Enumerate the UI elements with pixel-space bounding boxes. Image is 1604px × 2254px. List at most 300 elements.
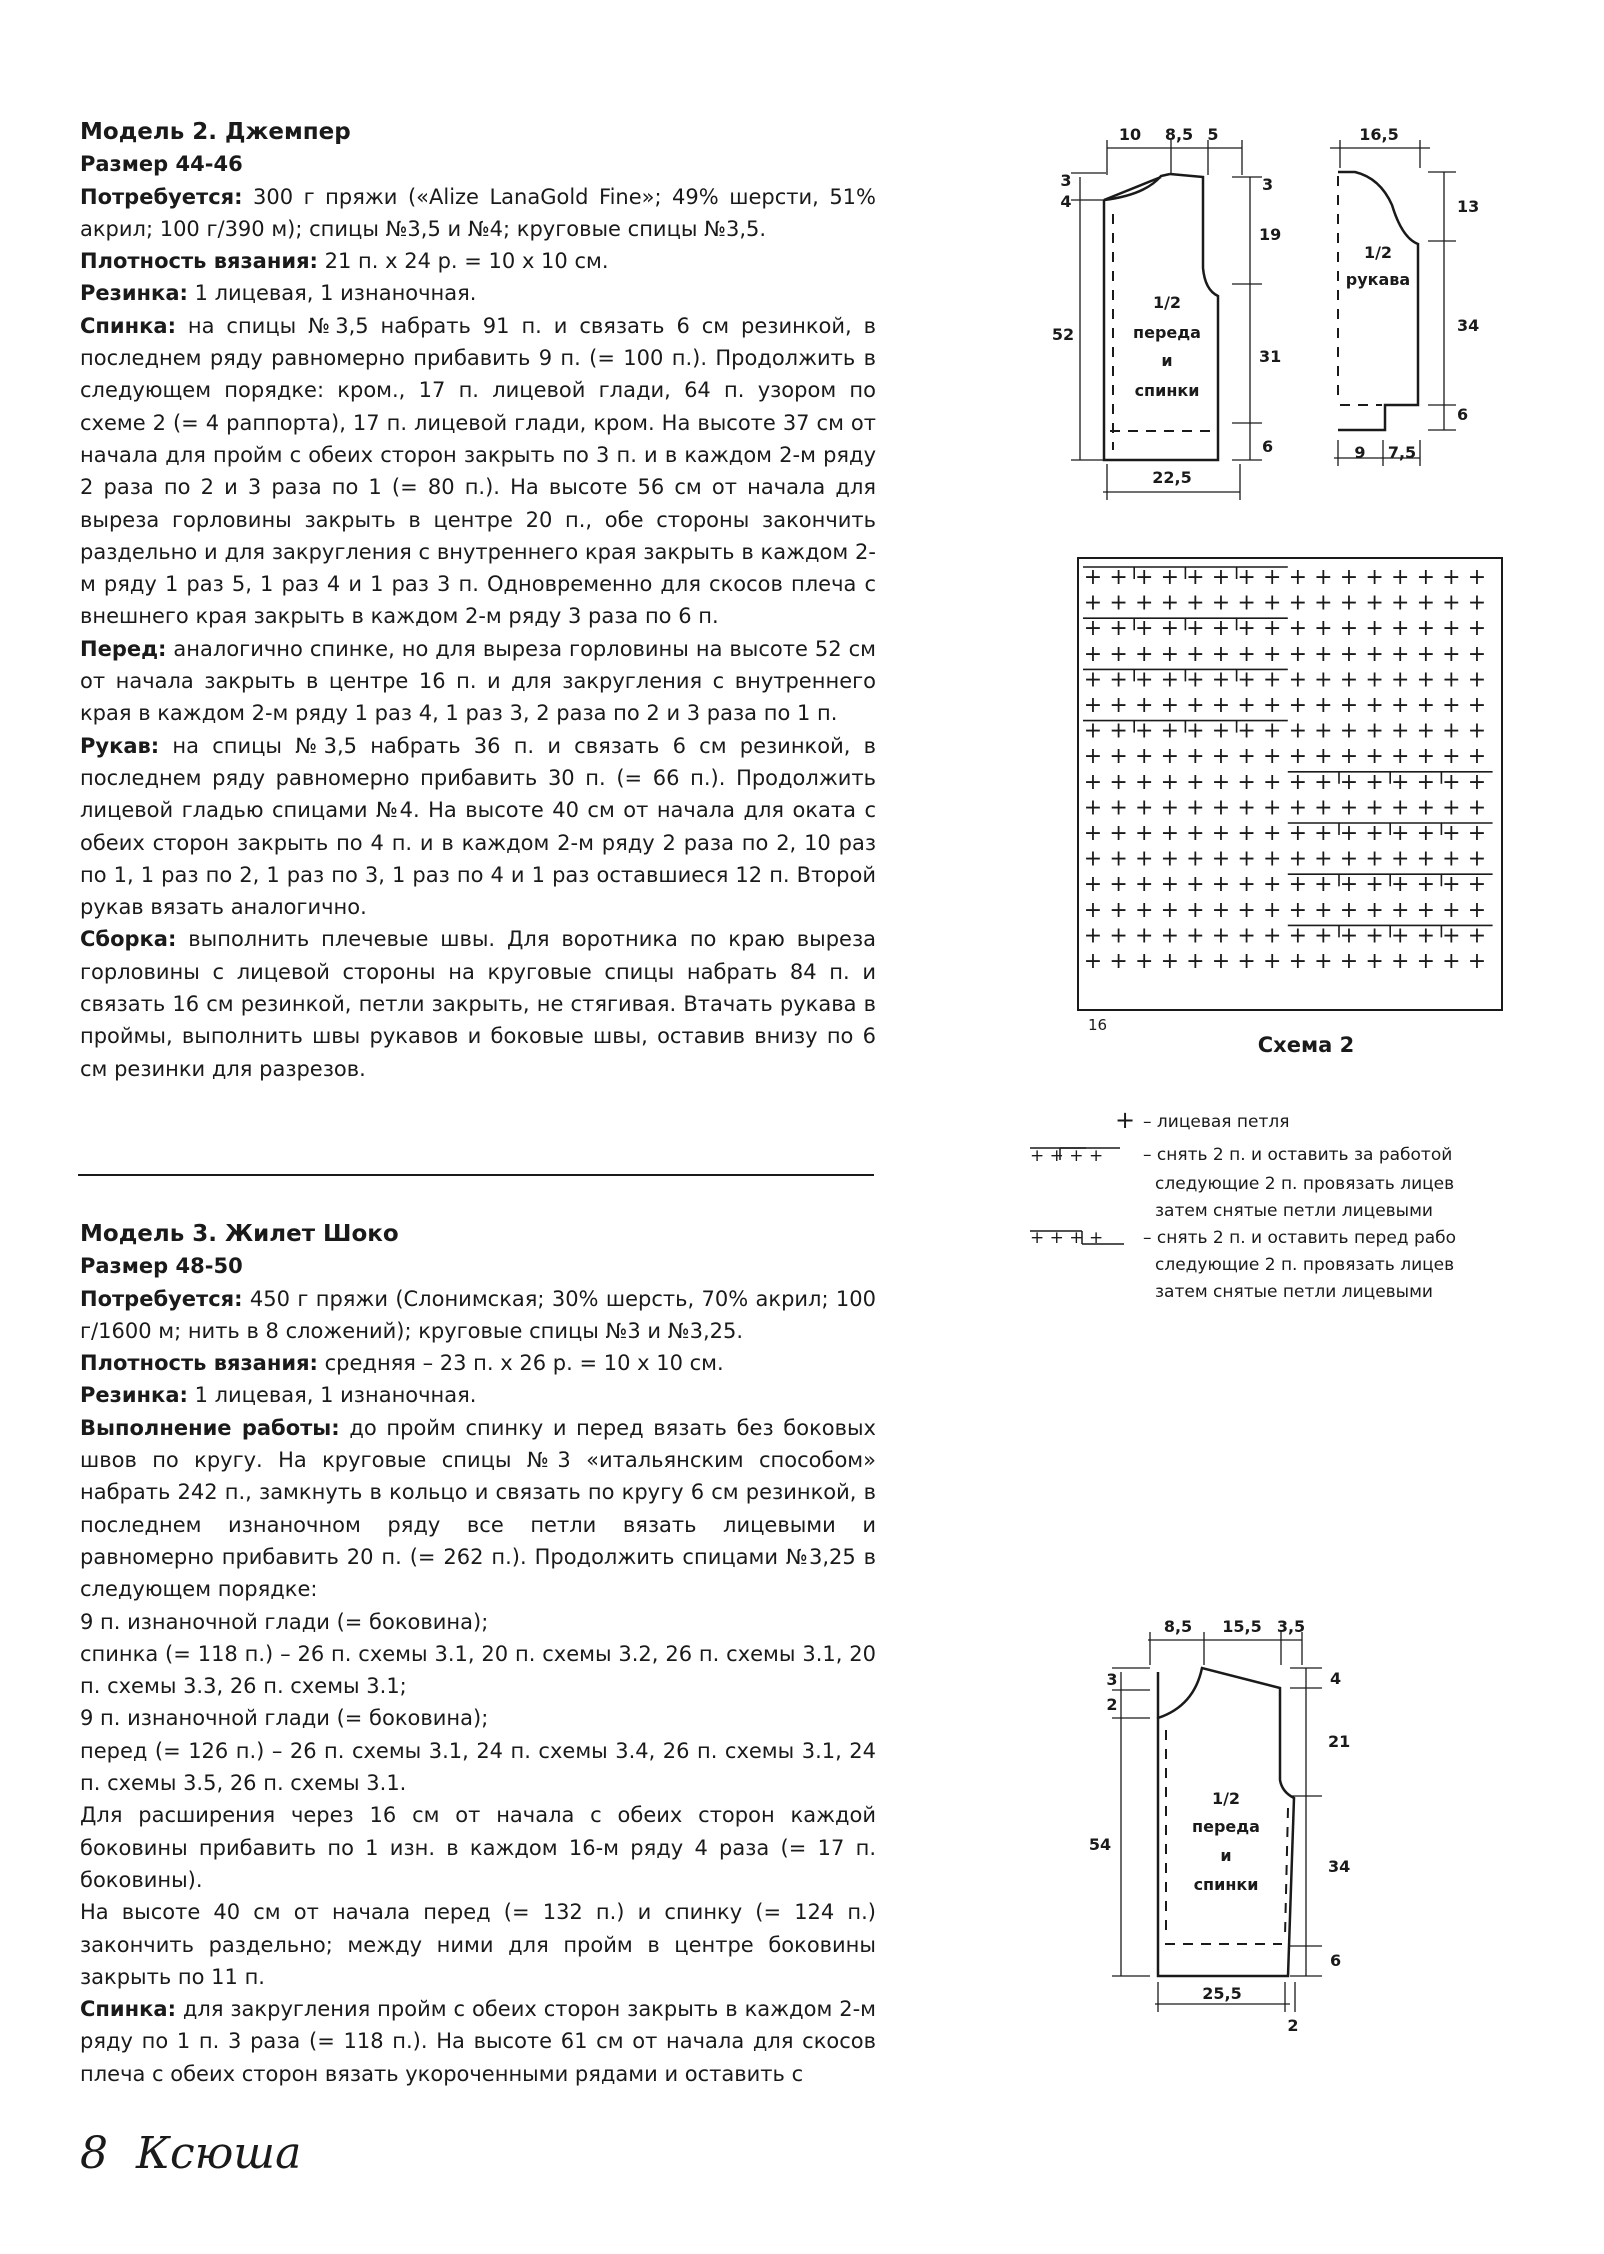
sleeve-dim-13: 13	[1457, 197, 1480, 216]
chart-stitch: +	[1365, 821, 1384, 846]
chart-stitch: +	[1134, 718, 1154, 744]
chart-stitch: +	[1083, 923, 1103, 949]
model3-size: Размер 48-50	[80, 1254, 243, 1279]
chart-stitch: +	[1390, 667, 1410, 693]
chart-stitch: +	[1186, 744, 1205, 770]
legend-line-3c: затем снятые петли лицевыми	[1155, 1282, 1433, 1302]
model3-density: Плотность вязания: средняя – 23 п. х 26 р. = 10 х 10 см.	[80, 1351, 724, 1376]
chart-stitch: +	[1467, 821, 1487, 846]
chart-stitch: +	[1365, 949, 1384, 974]
chart-stitch: +	[1262, 923, 1282, 949]
chart-stitch: +	[1365, 565, 1384, 590]
vest-dim-top-2: 15,5	[1222, 1617, 1262, 1636]
chart-stitch: +	[1365, 590, 1384, 616]
chart-stitch: +	[1262, 590, 1282, 616]
chart-stitch: +	[1365, 872, 1384, 898]
chart-stitch: +	[1339, 565, 1359, 590]
model3-widen: Для расширения через 16 см от начала с обеих сторон каждой боковины прибавить по 1 изн. в каждом 16-м ряду 4 раза (= 17 п. боковины).	[80, 1803, 876, 1892]
model3-back: Спинка: для закругления пройм с обеих сторон закрыть в каждом 2-м ряду по 1 п. 3 раза (= 118 п.). На высоте 61 см от начала для скосов плеча с обеих сторон вязать укороченными рядами и оставить с	[80, 1997, 876, 2086]
chart-stitch: +	[1262, 565, 1282, 590]
chart-stitch: +	[1134, 590, 1154, 616]
legend-line-1: – лицевая петля	[1143, 1112, 1290, 1132]
sleeve-dim-6: 6	[1457, 405, 1469, 424]
chart-stitch: +	[1262, 795, 1282, 821]
model3-height: На высоте 40 см от начала перед (= 132 п.) и спинку (= 124 п.) закончить раздельно; между ними для пройм в центре боковины закрыть по 11 п.	[80, 1900, 876, 1989]
chart-stitch: +	[1390, 821, 1410, 846]
chart-stitch: +	[1109, 616, 1128, 642]
chart-stitch: +	[1160, 923, 1180, 949]
sleeve-label: рукава	[1345, 270, 1411, 289]
chart-stitch: +	[1416, 641, 1436, 667]
legend-line-2b: следующие 2 п. провязать лицев	[1155, 1174, 1455, 1194]
chart-stitch: +	[1314, 667, 1333, 693]
chart-stitch: +	[1339, 590, 1359, 616]
chart-stitch: +	[1288, 565, 1308, 590]
chart-stitch: +	[1288, 923, 1308, 949]
chart-stitch: +	[1442, 590, 1461, 616]
legend-line-3a: – снять 2 п. и оставить перед рабо	[1143, 1228, 1457, 1248]
chart-stitch: +	[1237, 590, 1256, 616]
chart-stitch: +	[1314, 923, 1333, 949]
chart-stitch: +	[1288, 641, 1308, 667]
vest-dim-right-6: 6	[1330, 1951, 1342, 1970]
vest-label-and: и	[1220, 1846, 1232, 1865]
chart-stitch: +	[1416, 667, 1436, 693]
chart-stitch: +	[1186, 795, 1205, 821]
chart-stitch: +	[1365, 744, 1384, 770]
chart-stitch: +	[1339, 795, 1359, 821]
chart-stitch: +	[1211, 897, 1231, 923]
chart-stitch: +	[1416, 897, 1436, 923]
legend-plus-symbol: +	[1115, 1106, 1136, 1134]
vest-label-back: спинки	[1193, 1875, 1259, 1894]
chart-stitch: +	[1390, 872, 1410, 898]
chart-stitch: +	[1262, 872, 1282, 898]
chart-caption: Схема 2	[1257, 1033, 1355, 1057]
chart-stitch: +	[1083, 769, 1103, 795]
chart-stitch: +	[1467, 872, 1487, 898]
chart-stitch: +	[1314, 769, 1333, 795]
chart-stitch: +	[1442, 693, 1461, 718]
model3-order-1: 9 п. изнаночной глади (= боковина);	[80, 1609, 489, 1634]
chart-stitch: +	[1365, 616, 1384, 642]
chart-stitch: +	[1109, 718, 1128, 744]
chart-stitch: +	[1442, 821, 1461, 846]
chart-stitch: +	[1211, 846, 1231, 872]
chart-stitch: +	[1339, 616, 1359, 642]
chart-stitch: +	[1237, 795, 1256, 821]
chart-stitch: +	[1211, 718, 1231, 744]
chart-stitch: +	[1416, 769, 1436, 795]
chart-stitch: +	[1109, 667, 1128, 693]
chart-stitch: +	[1262, 744, 1282, 770]
chart-stitch: +	[1134, 641, 1154, 667]
vest-dim-top-1: 8,5	[1163, 1617, 1193, 1636]
chart-stitch: +	[1134, 667, 1154, 693]
chart-stitch: +	[1211, 590, 1231, 616]
dim-left-52: 52	[1051, 325, 1075, 344]
chart-stitch: +	[1467, 795, 1487, 821]
chart-stitch: +	[1416, 949, 1436, 974]
chart-stitch: +	[1288, 590, 1308, 616]
chart-stitch: +	[1339, 718, 1359, 744]
chart-stitch: +	[1390, 641, 1410, 667]
chart-stitch: +	[1211, 769, 1231, 795]
chart-stitch: +	[1083, 641, 1103, 667]
chart-stitch: +	[1134, 565, 1154, 590]
chart-stitch: +	[1442, 667, 1461, 693]
chart-stitch: +	[1467, 846, 1487, 872]
chart-stitch: +	[1314, 821, 1333, 846]
chart-stitch: +	[1467, 565, 1487, 590]
stitch-chart	[1078, 558, 1502, 1057]
chart-stitch: +	[1237, 693, 1256, 718]
model2-title: Модель 2. Джемпер	[80, 119, 351, 145]
chart-stitch: +	[1262, 718, 1282, 744]
chart-stitch: +	[1262, 641, 1282, 667]
chart-stitch: +	[1365, 846, 1384, 872]
chart-stitch: +	[1160, 795, 1180, 821]
chart-stitch: +	[1160, 897, 1180, 923]
pattern-vest-labels	[1089, 1617, 1350, 2035]
chart-stitch: +	[1211, 744, 1231, 770]
chart-stitch: +	[1416, 846, 1436, 872]
chart-stitch: +	[1314, 795, 1333, 821]
chart-stitch: +	[1390, 949, 1410, 974]
chart-stitch: +	[1442, 846, 1461, 872]
chart-stitch: +	[1390, 846, 1410, 872]
chart-stitch: +	[1109, 590, 1128, 616]
model2-requirements: Потребуется: 300 г пряжи («Alize LanaGold Fine»; 49% шерсти, 51% акрил; 100 г/390 м); спицы №3,5 и №4; круговые спицы №3,5.	[80, 184, 876, 241]
chart-stitch: +	[1160, 565, 1180, 590]
legend-line-2a: – снять 2 п. и оставить за работой	[1143, 1145, 1453, 1165]
chart-stitch: +	[1442, 616, 1461, 642]
chart-stitch: +	[1211, 821, 1231, 846]
chart-stitch: +	[1288, 872, 1308, 898]
chart-stitch: +	[1237, 565, 1256, 590]
magazine-title: Ксюша	[135, 2128, 302, 2179]
chart-stitch: +	[1211, 693, 1231, 718]
chart-stitch: +	[1288, 769, 1308, 795]
chart-stitch: +	[1467, 949, 1487, 974]
chart-stitch: +	[1160, 821, 1180, 846]
dim-top-2: 8,5	[1164, 125, 1194, 144]
chart-stitch: +	[1211, 616, 1231, 642]
vest-dim-left-2: 2	[1106, 1695, 1118, 1714]
chart-stitch: +	[1186, 769, 1205, 795]
chart-stitch: +	[1186, 923, 1205, 949]
dim-top-3: 5	[1207, 125, 1219, 144]
vest-dim-left-3: 3	[1106, 1670, 1118, 1689]
model3-requirements: Потребуется: 450 г пряжи (Слонимская; 30% шерсть, 70% акрил; 100 г/1600 м; нить в 8 сложений); круговые спицы №3 и №3,25.	[80, 1286, 876, 1343]
chart-stitch: +	[1288, 795, 1308, 821]
dim-top-1: 10	[1118, 125, 1142, 144]
chart-stitch: +	[1134, 821, 1154, 846]
vest-dim-right-4: 4	[1330, 1669, 1342, 1688]
chart-stitch: +	[1237, 667, 1256, 693]
chart-cells	[1084, 565, 1486, 974]
chart-stitch: +	[1365, 667, 1384, 693]
chart-stitch: +	[1365, 641, 1384, 667]
chart-stitch: +	[1109, 795, 1128, 821]
chart-stitch: +	[1442, 897, 1461, 923]
chart-stitch: +	[1365, 769, 1384, 795]
chart-stitch: +	[1083, 846, 1103, 872]
chart-stitch: +	[1237, 641, 1256, 667]
chart-stitch: +	[1083, 718, 1103, 744]
chart-stitch: +	[1314, 641, 1333, 667]
pattern-body-model2-labels	[1052, 125, 1281, 487]
sleeve-dim-34: 34	[1457, 316, 1480, 335]
chart-stitch: +	[1390, 897, 1410, 923]
model3-rib: Резинка: 1 лицевая, 1 изнаночная.	[80, 1383, 477, 1408]
chart-stitch: +	[1262, 693, 1282, 718]
chart-legend	[1030, 1106, 1456, 1302]
chart-stitch: +	[1109, 693, 1128, 718]
chart-stitch: +	[1186, 821, 1205, 846]
chart-stitch: +	[1288, 744, 1308, 770]
chart-stitch: +	[1416, 795, 1436, 821]
model2-back: Спинка: на спицы №3,5 набрать 91 п. и связать 6 см резинкой, в последнем ряду равномерно прибавить 9 п. (= 100 п.). Продолжить в следующем порядке: кром., 17 п. лицевой глади, 64 п. узором по схеме 2 (= 4 раппорта), 17 п. лицевой глади, кром. На высоте 37 см от начала для пройм с обеих сторон закрыть по 3 п. и в каждом 2-м ряду 2 раза по 2 и 3 раза по 1 (= 80 п.). На высоте 56 см от начала для выреза горловины закрыть в центре 20 п., обе стороны закончить раздельно и для закругления с внутреннего края закрыть в каждом 2-м ряду 1 раз 5, 1 раз 4 и 1 раз 3 п. Одновременно для скосов плеча с внешнего края закрыть в каждом 2-м ряду 3 раза по 6 п.	[80, 313, 876, 629]
chart-stitch: +	[1339, 667, 1359, 693]
chart-stitch: +	[1390, 565, 1410, 590]
chart-stitch: +	[1262, 897, 1282, 923]
chart-stitch: +	[1467, 897, 1487, 923]
chart-stitch: +	[1262, 846, 1282, 872]
chart-row-number: 16	[1088, 1016, 1108, 1034]
chart-stitch: +	[1134, 795, 1154, 821]
chart-stitch: +	[1083, 693, 1103, 718]
chart-stitch: +	[1186, 616, 1205, 642]
chart-stitch: +	[1211, 565, 1231, 590]
chart-stitch: +	[1314, 565, 1333, 590]
chart-stitch: +	[1390, 616, 1410, 642]
chart-stitch: +	[1083, 616, 1103, 642]
label-back: спинки	[1134, 381, 1200, 400]
chart-stitch: +	[1211, 949, 1231, 974]
chart-stitch: +	[1083, 590, 1103, 616]
chart-stitch: +	[1186, 872, 1205, 898]
chart-stitch: +	[1339, 897, 1359, 923]
chart-stitch: +	[1160, 872, 1180, 898]
chart-stitch: +	[1467, 667, 1487, 693]
chart-stitch: +	[1262, 616, 1282, 642]
sleeve-dim-top: 16,5	[1359, 125, 1399, 144]
chart-stitch: +	[1211, 667, 1231, 693]
chart-stitch: +	[1288, 949, 1308, 974]
vest-label-front: переда	[1192, 1817, 1260, 1836]
chart-stitch: +	[1442, 718, 1461, 744]
chart-stitch: +	[1467, 616, 1487, 642]
chart-stitch: +	[1160, 718, 1180, 744]
chart-stitch: +	[1109, 769, 1128, 795]
model2-sleeve: Рукав: на спицы №3,5 набрать 36 п. и связать 6 см резинкой, в последнем ряду равномерно прибавить 30 п. (= 66 п.). Продолжить лицевой гладью спицами №4. На высоте 40 см от начала для оката с обеих сторон закрыть по 4 п. и в каждом 2-м ряду 2 раза по 2, 10 раз по 1, 1 раз по 2, 1 раз по 3, 1 раз по 4 и 1 раз оставшиеся 12 п. Второй рукав вязать аналогично.	[80, 733, 876, 920]
pattern-sleeve	[1330, 140, 1456, 466]
dim-right-19: 19	[1259, 225, 1282, 244]
model3-order-4: перед (= 126 п.) – 26 п. схемы 3.1, 24 п. схемы 3.4, 26 п. схемы 3.1, 24 п. схемы 3.5, 26 п. схемы 3.1.	[80, 1738, 876, 1796]
chart-stitch: +	[1083, 949, 1103, 974]
chart-stitch: +	[1262, 821, 1282, 846]
model3-work: Выполнение работы: до пройм спинку и перед вязать без боковых швов по кругу. На круговые спицы №3 «итальянским способом» набрать 242 п., замкнуть в кольцо и связать по кругу 6 см резинкой, в последнем изнаночном ряду все петли вязать лицевыми и равномерно прибавить 20 п. (= 262 п.). Продолжить спицами №3,25 в следующем порядке:	[80, 1415, 876, 1602]
chart-stitch: +	[1339, 846, 1359, 872]
chart-stitch: +	[1390, 923, 1410, 949]
chart-stitch: +	[1134, 693, 1154, 718]
chart-stitch: +	[1109, 744, 1128, 770]
chart-stitch: +	[1288, 897, 1308, 923]
chart-stitch: +	[1339, 693, 1359, 718]
chart-stitch: +	[1365, 923, 1384, 949]
pattern-body-model2	[1071, 140, 1262, 500]
chart-stitch: +	[1134, 923, 1154, 949]
chart-stitch: +	[1314, 718, 1333, 744]
chart-stitch: +	[1365, 897, 1384, 923]
chart-stitch: +	[1262, 769, 1282, 795]
chart-stitch: +	[1416, 744, 1436, 770]
chart-stitch: +	[1160, 744, 1180, 770]
chart-stitch: +	[1237, 897, 1256, 923]
model2-density: Плотность вязания: 21 п. х 24 р. = 10 х 10 см.	[80, 249, 609, 274]
chart-stitch: +	[1186, 718, 1205, 744]
chart-stitch: +	[1314, 846, 1333, 872]
chart-stitch: +	[1288, 693, 1308, 718]
vest-dim-left-54: 54	[1088, 1835, 1112, 1854]
label-and: и	[1161, 351, 1173, 370]
chart-stitch: +	[1365, 718, 1384, 744]
chart-stitch: +	[1160, 667, 1180, 693]
chart-stitch: +	[1467, 718, 1487, 744]
chart-stitch: +	[1109, 897, 1128, 923]
chart-stitch: +	[1237, 872, 1256, 898]
chart-stitch: +	[1390, 769, 1410, 795]
model2-size: Размер 44-46	[80, 152, 243, 177]
chart-stitch: +	[1134, 872, 1154, 898]
chart-stitch: +	[1262, 667, 1282, 693]
chart-stitch: +	[1442, 795, 1461, 821]
label-half: 1/2	[1152, 293, 1182, 312]
legend-cable-right-pluses: + + + +	[1030, 1228, 1104, 1248]
legend-line-3b: следующие 2 п. провязать лицев	[1155, 1255, 1455, 1275]
chart-stitch: +	[1109, 641, 1128, 667]
chart-stitch: +	[1442, 769, 1461, 795]
dim-right-31: 31	[1259, 347, 1282, 366]
chart-stitch: +	[1160, 846, 1180, 872]
chart-stitch: +	[1339, 923, 1359, 949]
chart-stitch: +	[1390, 590, 1410, 616]
vest-dim-right-21: 21	[1328, 1732, 1351, 1751]
chart-stitch: +	[1442, 641, 1461, 667]
sleeve-dim-75: 7,5	[1387, 443, 1417, 462]
chart-stitch: +	[1314, 693, 1333, 718]
chart-stitch: +	[1186, 949, 1205, 974]
legend-cable-left-pluses: + + + +	[1030, 1146, 1104, 1166]
chart-stitch: +	[1109, 949, 1128, 974]
chart-stitch: +	[1083, 667, 1103, 693]
sleeve-dim-9: 9	[1354, 443, 1366, 462]
chart-stitch: +	[1186, 846, 1205, 872]
chart-stitch: +	[1160, 641, 1180, 667]
chart-stitch: +	[1134, 616, 1154, 642]
chart-stitch: +	[1083, 821, 1103, 846]
chart-stitch: +	[1186, 693, 1205, 718]
chart-stitch: +	[1109, 923, 1128, 949]
chart-stitch: +	[1314, 949, 1333, 974]
chart-stitch: +	[1211, 641, 1231, 667]
chart-stitch: +	[1365, 795, 1384, 821]
legend-line-2c: затем снятые петли лицевыми	[1155, 1201, 1433, 1221]
chart-stitch: +	[1134, 769, 1154, 795]
chart-stitch: +	[1467, 744, 1487, 770]
dim-bottom: 22,5	[1152, 468, 1192, 487]
vest-dim-bottom-2: 2	[1287, 2016, 1299, 2035]
chart-stitch: +	[1339, 872, 1359, 898]
vest-label-half: 1/2	[1211, 1789, 1241, 1808]
chart-stitch: +	[1186, 667, 1205, 693]
page-number: 8	[80, 2128, 108, 2179]
chart-stitch: +	[1442, 949, 1461, 974]
chart-stitch: +	[1186, 565, 1205, 590]
chart-stitch: +	[1416, 590, 1436, 616]
dim-left-4: 4	[1060, 192, 1072, 211]
chart-stitch: +	[1314, 616, 1333, 642]
chart-stitch: +	[1237, 846, 1256, 872]
chart-stitch: +	[1467, 923, 1487, 949]
dim-right-6: 6	[1262, 437, 1274, 456]
chart-stitch: +	[1083, 744, 1103, 770]
chart-stitch: +	[1134, 949, 1154, 974]
chart-stitch: +	[1288, 667, 1308, 693]
chart-stitch: +	[1339, 821, 1359, 846]
chart-stitch: +	[1390, 795, 1410, 821]
chart-stitch: +	[1237, 923, 1256, 949]
chart-stitch: +	[1186, 897, 1205, 923]
label-front: переда	[1133, 323, 1201, 342]
chart-stitch: +	[1288, 718, 1308, 744]
chart-stitch: +	[1314, 744, 1333, 770]
chart-stitch: +	[1416, 616, 1436, 642]
chart-stitch: +	[1237, 949, 1256, 974]
chart-stitch: +	[1390, 693, 1410, 718]
chart-stitch: +	[1390, 744, 1410, 770]
chart-stitch: +	[1237, 769, 1256, 795]
chart-stitch: +	[1339, 744, 1359, 770]
chart-stitch: +	[1109, 872, 1128, 898]
vest-dim-bottom: 25,5	[1202, 1984, 1242, 2003]
chart-stitch: +	[1237, 744, 1256, 770]
sleeve-label-half: 1/2	[1363, 243, 1393, 262]
chart-stitch: +	[1365, 693, 1384, 718]
chart-stitch: +	[1416, 821, 1436, 846]
chart-stitch: +	[1314, 897, 1333, 923]
model3-order-3: 9 п. изнаночной глади (= боковина);	[80, 1706, 489, 1731]
chart-stitch: +	[1442, 565, 1461, 590]
chart-stitch: +	[1109, 846, 1128, 872]
chart-stitch: +	[1160, 616, 1180, 642]
chart-stitch: +	[1083, 565, 1103, 590]
chart-stitch: +	[1390, 718, 1410, 744]
vest-dim-right-34: 34	[1328, 1857, 1351, 1876]
model2-front: Перед: аналогично спинке, но для выреза горловины на высоте 52 см от начала закрыть в центре 16 п. и для закругления с внутреннего края в каждом 2-м ряду 1 раз 4, 1 раз 3, 2 раза по 2 и 3 раза по 1 п.	[80, 636, 876, 726]
chart-stitch: +	[1339, 949, 1359, 974]
chart-stitch: +	[1160, 693, 1180, 718]
chart-stitch: +	[1314, 590, 1333, 616]
model2-rib: Резинка: 1 лицевая, 1 изнаночная.	[80, 281, 477, 306]
chart-stitch: +	[1211, 872, 1231, 898]
chart-stitch: +	[1211, 923, 1231, 949]
chart-stitch: +	[1416, 923, 1436, 949]
chart-stitch: +	[1442, 923, 1461, 949]
chart-stitch: +	[1339, 769, 1359, 795]
chart-stitch: +	[1211, 795, 1231, 821]
